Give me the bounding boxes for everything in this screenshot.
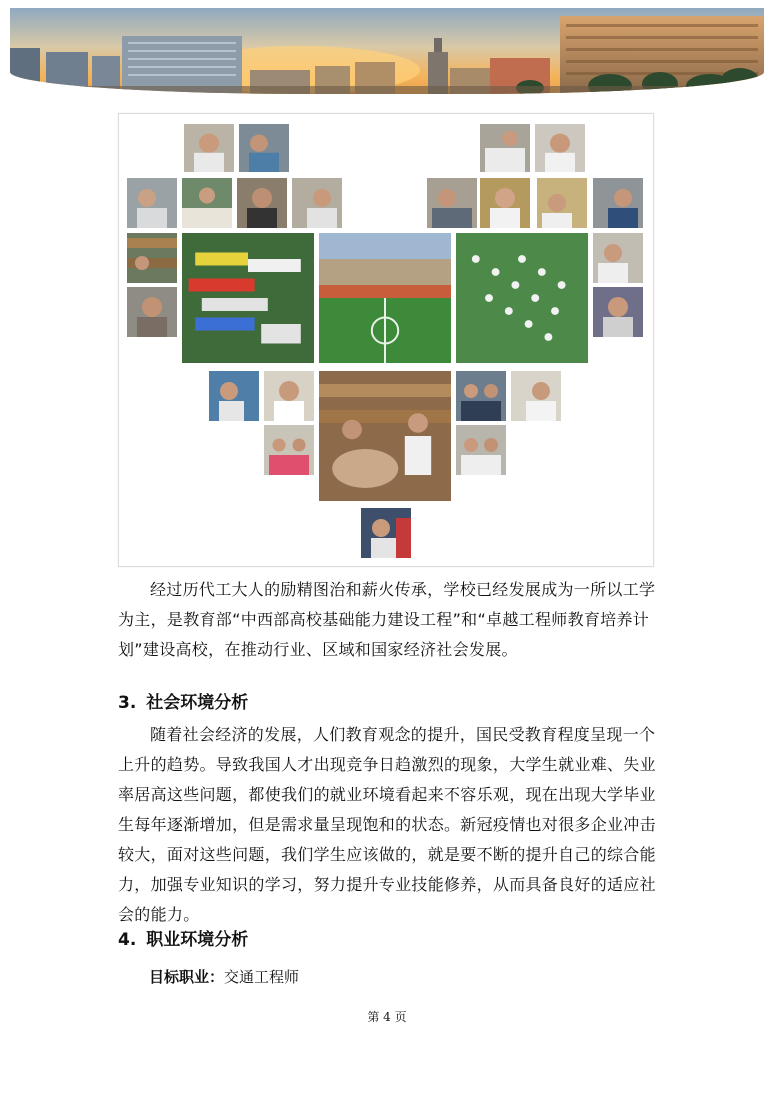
- photo-reading-woman: [126, 286, 178, 338]
- photo-scientist-3: [592, 286, 644, 338]
- photo-lab-group: [238, 123, 290, 173]
- photo-girls-group: [263, 424, 315, 476]
- photo-lab-7: [536, 177, 588, 229]
- section-number: 4.: [118, 930, 137, 950]
- photo-stadium-formation: [181, 232, 315, 364]
- photo-two-men: [455, 424, 507, 476]
- photo-lab-2: [181, 177, 233, 229]
- photo-lab-3: [236, 177, 288, 229]
- photo-lab-glassware: [479, 123, 531, 173]
- photo-scientist-2: [592, 232, 644, 284]
- photo-scientist-portrait: [534, 123, 586, 173]
- photo-lab-8: [592, 177, 644, 229]
- photo-library-shelves: [126, 232, 178, 284]
- photo-field-exercise: [455, 232, 589, 364]
- photo-library-interview: [318, 370, 452, 502]
- photo-teacher-lecture: [208, 370, 260, 422]
- photo-lab-4: [291, 177, 343, 229]
- photo-students-group: [455, 370, 507, 422]
- photo-award-speaker: [360, 507, 412, 559]
- section-number: 3.: [118, 693, 137, 713]
- section-title: 职业环境分析: [146, 930, 249, 950]
- section-title: 社会环境分析: [146, 693, 249, 713]
- intro-paragraph: 经过历代工大人的励精图治和薪火传承，学校已经发展成为一所以工学为主，是教育部“中西部高校基础能力建设工程”和“卓越工程师教育培养计划”建设高校，在推动行业、区域和国家经济社会发展。: [118, 580, 656, 659]
- heart-photo-collage: [118, 113, 654, 567]
- social-paragraph: 随着社会经济的发展，人们教育观念的提升，国民受教育程度呈现一个上升的趋势。导致我国人才出现竞争日趋激烈的现象，大学生就业难、失业率居高这些问题，都使我们的就业环境看起来不容乐观，现在出现大学毕业生每年逐渐增加，但是需求量呈现饱和的状态。新冠疫情也对很多企业冲击较大，面对这些问题，我们学生应该做的，就是要不断的提升自己的综合能力，加强专业知识的学习，努力提升专业技能修养，从而具备良好的适应社会的能力。: [118, 725, 656, 924]
- photo-lab-tech: [510, 370, 562, 422]
- target-job-value: 交通工程师: [224, 968, 300, 986]
- photo-stadium-field: [318, 232, 452, 364]
- page-number: 第 4 页: [367, 1010, 407, 1024]
- target-job: [149, 966, 299, 987]
- photo-lab-researcher: [183, 123, 235, 173]
- photo-lab-1: [126, 177, 178, 229]
- photo-lab-5: [426, 177, 478, 229]
- section-3-heading: [118, 688, 248, 713]
- header-banner-image: [10, 8, 764, 94]
- section-4-heading: [118, 925, 248, 950]
- photo-lab-coat-woman: [263, 370, 315, 422]
- photo-lab-6: [479, 177, 531, 229]
- target-job-label: 目标职业：: [149, 968, 225, 986]
